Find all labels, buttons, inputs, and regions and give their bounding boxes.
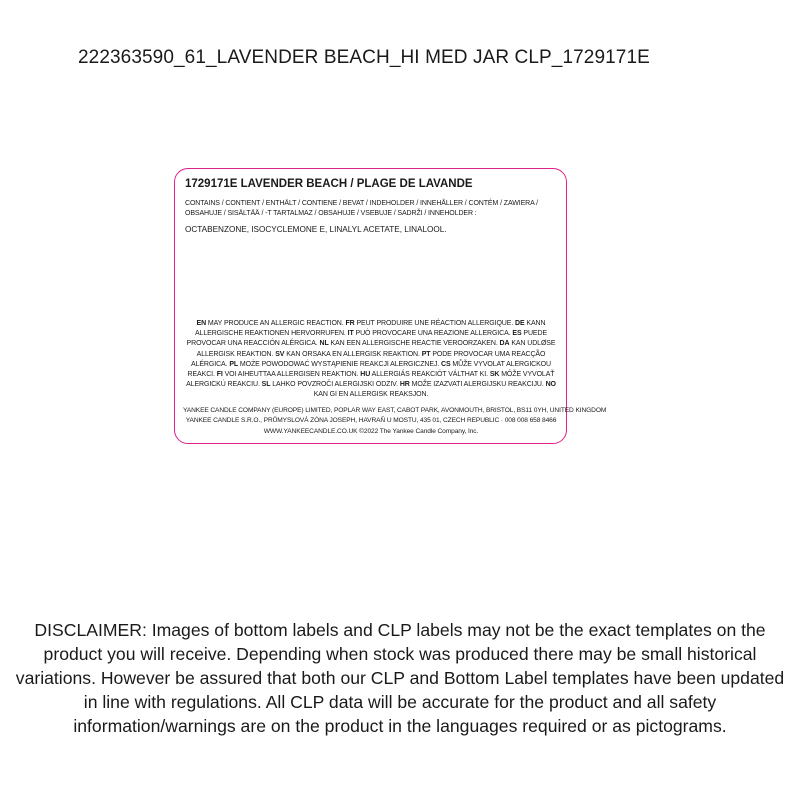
warning-text: PODE PROVOCAR UMA REACÇÃO ALÉRGICA. — [191, 350, 546, 368]
warning-text: MŮŽE VYVOLAT ALERGICKOU REAKCI. — [187, 360, 551, 379]
warning-text: KAN UDLØSE ALLERGISK REAKTION. — [196, 340, 556, 358]
clp-label — [174, 168, 607, 444]
warning-lang-code: CS — [441, 360, 451, 368]
warning-text: MOŽE IZAZVATI ALERGIJSKU REAKCIJU. — [411, 381, 544, 389]
warning-lang-code: ES — [512, 330, 522, 338]
file-title: 222363590_61_LAVENDER BEACH_HI MED JAR CLP_1729171E — [78, 47, 650, 68]
warning-lang-code: FI — [216, 371, 223, 379]
warning-lang-code: SL — [261, 381, 271, 389]
warning-lang-code: SK — [489, 371, 500, 379]
warning-lang-code: NO — [545, 381, 556, 389]
warning-lang-code: HR — [399, 381, 410, 389]
warning-text: MOŻE POWODOWAĆ WYSTĄPIENIE REAKCJI ALERGICZNEJ. — [239, 360, 440, 368]
warning-text: VOI AIHEUTTAA ALLERGISEN REAKTION. — [224, 371, 359, 379]
address-line: YANKEE CANDLE COMPANY (EUROPE) LIMITED, POPLAR WAY EAST, CABOT PARK, AVONMOUTH, BRISTOL, BS11 0YH, UNITED KINGDOM — [183, 407, 607, 414]
warning-text: MÔŽE VYVOLAŤ ALERGICKÚ REAKCIU. — [186, 371, 555, 389]
disclaimer-text: DISCLAIMER: Images of bottom labels and CLP labels may not be the exact templates on the product you will receive. Depending when stock was produced there may be small historical variations. However be assured that both our CLP and Bottom Label templates have been updated in line with regulations. All CLP data will be accurate for the product and all safety information/warnings are on the product in the languages required or as pictograms. — [15, 620, 785, 736]
warning-text: MAY PRODUCE AN ALLERGIC REACTION. — [207, 320, 344, 327]
warning-lang-code: IT — [347, 330, 354, 338]
company-address — [183, 406, 607, 437]
warning-lang-code: PL — [229, 360, 239, 368]
warning-text: LAHKO POVZROČI ALERGIJSKI ODZIV. — [272, 381, 398, 389]
warning-lang-code: PT — [421, 350, 431, 358]
warning-text: KAN GI EN ALLERGISK REAKSJON. — [313, 391, 429, 399]
warning-text: KAN ORSAKA EN ALLERGISK REAKTION. — [286, 350, 420, 358]
warning-text: ALLERGIÁS REAKCIÓT VÁLTHAT KI. — [371, 371, 488, 379]
warning-text: KAN EEN ALLERGISCHE REACTIE VEROORZAKEN. — [330, 340, 498, 348]
warning-lang-code: NL — [319, 340, 329, 348]
warning-text: PEUT PRODUIRE UNE RÉACTION ALLERGIQUE. — [356, 320, 514, 327]
contains-header: CONTAINS / CONTIENT / ENTHÄLT / CONTIENE / BEVAT / INDEHOLDER / INNEHÅLLER / CONTÉM / ZAWIERA / OBSAHUJE / SISÄLTÄÄ / -T TARTALMAZ / OBSAHUJE / VSEBUJE / SADRŽI / INNEHOLDER : — [185, 200, 538, 217]
warning-lang-code: FR — [345, 320, 355, 327]
allergy-warnings — [183, 319, 559, 401]
address-line: WWW.YANKEECANDLE.CO.UK ©2022 The Yankee Candle Company, Inc. — [263, 427, 479, 435]
warning-lang-code: EN — [196, 320, 207, 327]
warning-lang-code: HU — [360, 371, 371, 379]
ingredients-list: OCTABENZONE, ISOCYCLEMONE E, LINALYL ACETATE, LINALOOL. — [185, 225, 447, 234]
warning-lang-code: SV — [275, 350, 285, 358]
warning-lang-code: DE — [515, 320, 525, 327]
warning-lang-code: DA — [499, 340, 510, 348]
warning-text: KANN ALLERGISCHE REAKTIONEN HERVORRUFEN. — [194, 320, 546, 338]
warning-text: PUEDE PROVOCAR UNA REACCIÓN ALÉRGICA. — [186, 330, 548, 348]
warning-text: PUÒ PROVOCARE UNA REAZIONE ALLERGICA. — [355, 330, 511, 338]
label-title: 1729171E LAVENDER BEACH / PLAGE DE LAVANDE — [185, 178, 473, 190]
address-line: YANKEE CANDLE S.R.O., PRŮMYSLOVÁ ZÓNA JOSEPH, HAVRAŇ U MOSTU, 435 01, CZECH REPUBLIC · 008 008 658 8466 — [185, 417, 557, 425]
